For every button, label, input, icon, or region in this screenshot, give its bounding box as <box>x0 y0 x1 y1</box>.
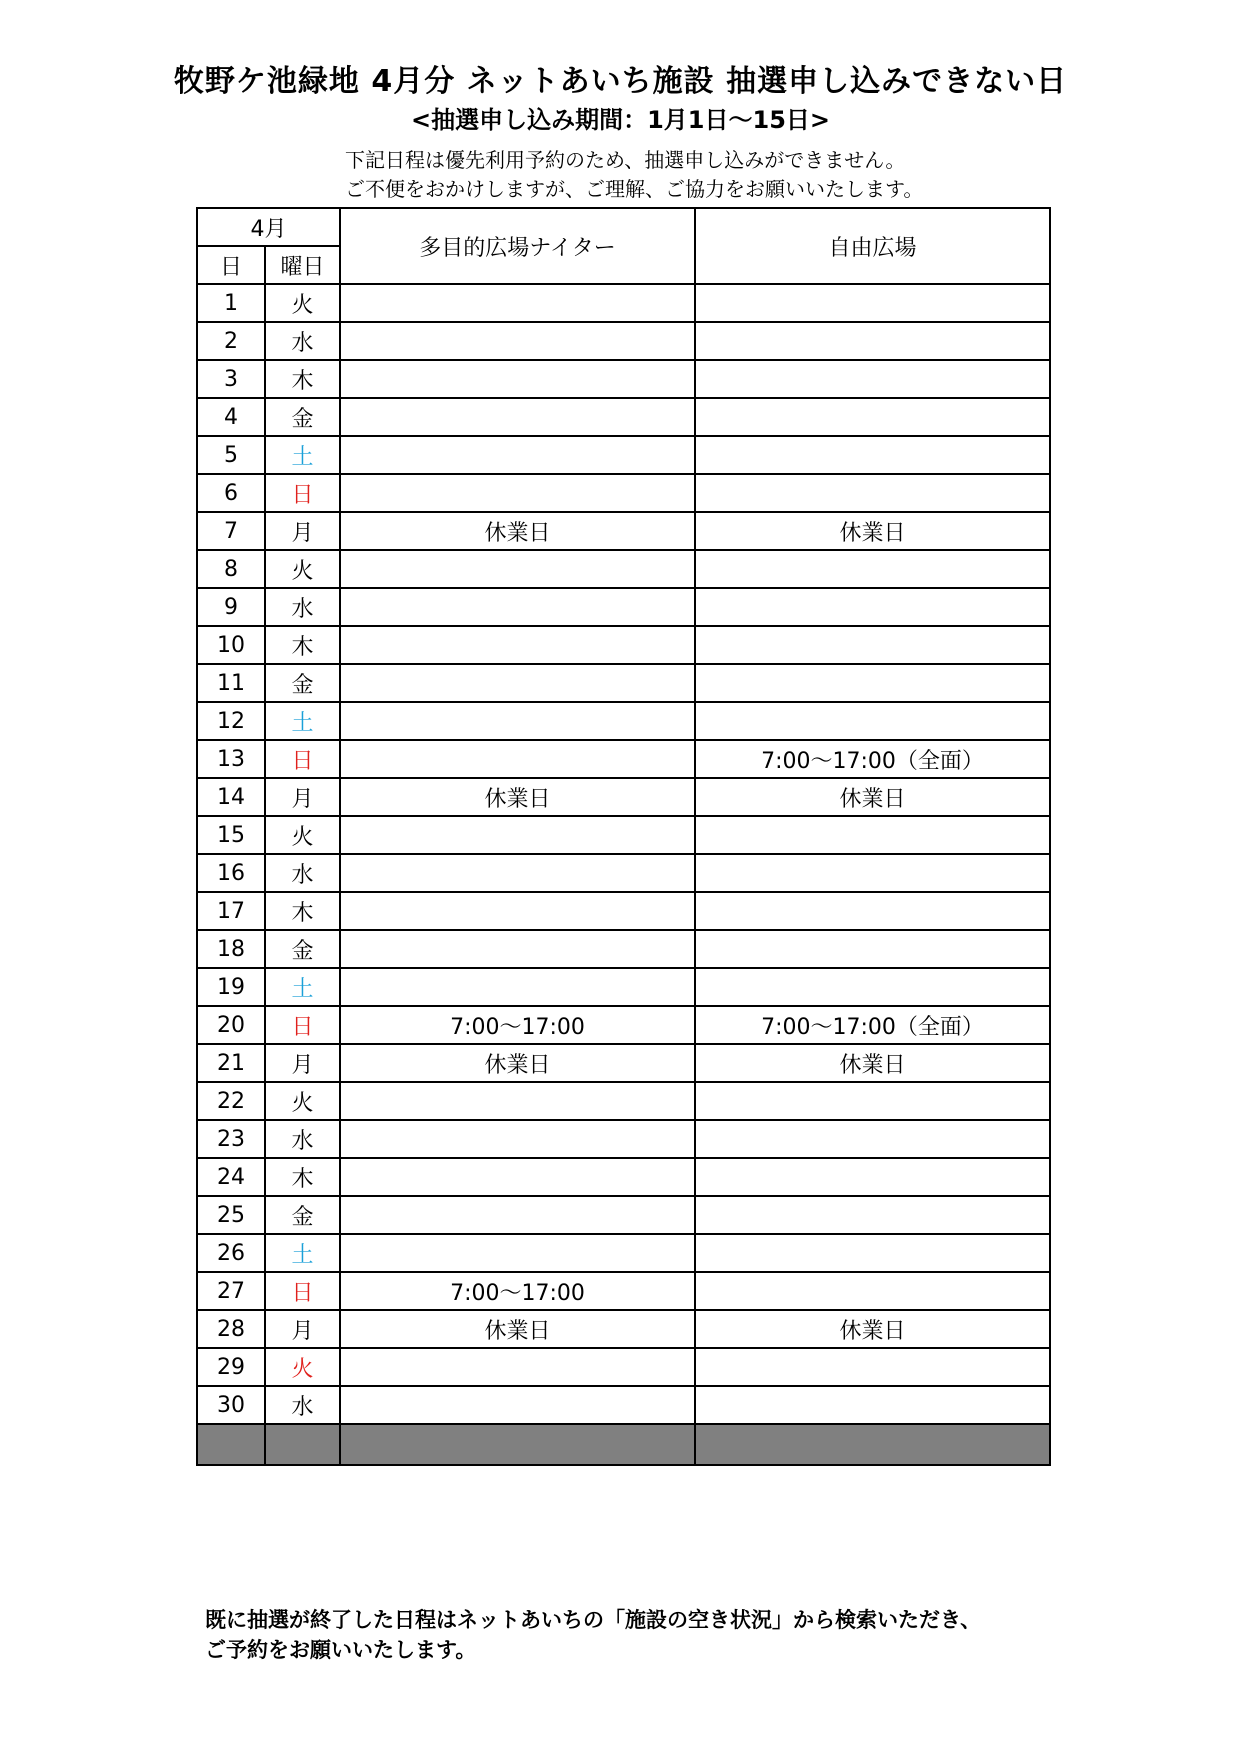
weekday-cell: 水 <box>265 588 340 626</box>
weekday-cell: 日 <box>265 1006 340 1044</box>
month-header: 4月 <box>197 208 340 246</box>
day-cell: 14 <box>197 778 265 816</box>
table-row <box>197 1158 1050 1196</box>
day-cell: 10 <box>197 626 265 664</box>
filler-cell <box>197 1424 265 1465</box>
weekday-cell: 水 <box>265 322 340 360</box>
multipurpose-cell <box>340 968 695 1006</box>
free-plaza-cell <box>695 626 1050 664</box>
table-row <box>197 322 1050 360</box>
table-row <box>197 1348 1050 1386</box>
multipurpose-cell: 7:00～17:00 <box>340 1006 695 1044</box>
free-plaza-cell: 休業日 <box>695 778 1050 816</box>
day-cell: 29 <box>197 1348 265 1386</box>
footer-line: ご予約をお願いいたします。 <box>205 1638 477 1662</box>
day-cell: 19 <box>197 968 265 1006</box>
table-row <box>197 854 1050 892</box>
facility-header-multipurpose: 多目的広場ナイター <box>340 208 695 284</box>
free-plaza-cell <box>695 588 1050 626</box>
day-cell: 25 <box>197 1196 265 1234</box>
weekday-cell: 火 <box>265 1082 340 1120</box>
free-plaza-cell: 休業日 <box>695 1044 1050 1082</box>
weekday-cell: 水 <box>265 1386 340 1424</box>
day-cell: 8 <box>197 550 265 588</box>
free-plaza-cell <box>695 854 1050 892</box>
multipurpose-cell <box>340 702 695 740</box>
weekday-cell: 土 <box>265 968 340 1006</box>
free-plaza-cell <box>695 474 1050 512</box>
weekday-cell: 木 <box>265 360 340 398</box>
free-plaza-cell <box>695 322 1050 360</box>
table-row <box>197 512 1050 550</box>
free-plaza-cell <box>695 816 1050 854</box>
free-plaza-cell: 休業日 <box>695 1310 1050 1348</box>
free-plaza-cell <box>695 930 1050 968</box>
day-cell: 6 <box>197 474 265 512</box>
table-row <box>197 664 1050 702</box>
weekday-cell: 土 <box>265 1234 340 1272</box>
weekday-cell: 水 <box>265 854 340 892</box>
footer-line: 既に抽選が終了した日程はネットあいちの「施設の空き状況」から検索いただき、 <box>205 1608 982 1632</box>
free-plaza-cell <box>695 1386 1050 1424</box>
weekday-cell: 金 <box>265 930 340 968</box>
free-plaza-cell <box>695 550 1050 588</box>
multipurpose-cell: 休業日 <box>340 1310 695 1348</box>
weekday-cell: 木 <box>265 626 340 664</box>
weekday-cell: 土 <box>265 436 340 474</box>
table-row <box>197 1310 1050 1348</box>
day-cell: 28 <box>197 1310 265 1348</box>
table-row <box>197 930 1050 968</box>
schedule-table <box>196 207 1051 1466</box>
weekday-cell: 月 <box>265 1044 340 1082</box>
multipurpose-cell <box>340 1196 695 1234</box>
filler-cell <box>340 1424 695 1465</box>
multipurpose-cell <box>340 816 695 854</box>
weekday-cell: 火 <box>265 550 340 588</box>
multipurpose-cell <box>340 360 695 398</box>
free-plaza-cell: 7:00～17:00（全面） <box>695 1006 1050 1044</box>
day-cell: 7 <box>197 512 265 550</box>
table-row <box>197 626 1050 664</box>
weekday-cell: 金 <box>265 1196 340 1234</box>
multipurpose-cell <box>340 930 695 968</box>
day-cell: 4 <box>197 398 265 436</box>
free-plaza-cell: 休業日 <box>695 512 1050 550</box>
table-row <box>197 968 1050 1006</box>
weekday-cell: 月 <box>265 512 340 550</box>
table-row <box>197 1386 1050 1424</box>
day-cell: 2 <box>197 322 265 360</box>
weekday-cell: 金 <box>265 398 340 436</box>
weekday-cell: 日 <box>265 1272 340 1310</box>
day-cell: 12 <box>197 702 265 740</box>
day-cell: 13 <box>197 740 265 778</box>
day-cell: 18 <box>197 930 265 968</box>
multipurpose-cell <box>340 1082 695 1120</box>
weekday-cell: 火 <box>265 284 340 322</box>
table-row <box>197 1196 1050 1234</box>
free-plaza-cell: 7:00～17:00（全面） <box>695 740 1050 778</box>
free-plaza-cell <box>695 1234 1050 1272</box>
table-row <box>197 1272 1050 1310</box>
day-cell: 26 <box>197 1234 265 1272</box>
table-row <box>197 1234 1050 1272</box>
multipurpose-cell <box>340 626 695 664</box>
free-plaza-cell <box>695 1158 1050 1196</box>
table-row <box>197 702 1050 740</box>
day-cell: 3 <box>197 360 265 398</box>
day-cell: 17 <box>197 892 265 930</box>
free-plaza-cell <box>695 1120 1050 1158</box>
weekday-cell: 火 <box>265 816 340 854</box>
free-plaza-cell <box>695 284 1050 322</box>
day-cell: 27 <box>197 1272 265 1310</box>
day-cell: 15 <box>197 816 265 854</box>
facility-header-free-plaza: 自由広場 <box>695 208 1050 284</box>
notice-text <box>345 146 923 204</box>
notice-line: 下記日程は優先利用予約のため、抽選申し込みができません。 <box>345 148 906 172</box>
weekday-cell: 火 <box>265 1348 340 1386</box>
footer-note <box>205 1605 981 1665</box>
table-row <box>197 816 1050 854</box>
free-plaza-cell <box>695 664 1050 702</box>
multipurpose-cell: 休業日 <box>340 512 695 550</box>
table-row <box>197 588 1050 626</box>
day-cell: 24 <box>197 1158 265 1196</box>
table-row <box>197 436 1050 474</box>
free-plaza-cell <box>695 398 1050 436</box>
multipurpose-cell <box>340 1158 695 1196</box>
weekday-cell: 月 <box>265 1310 340 1348</box>
multipurpose-cell <box>340 1120 695 1158</box>
day-cell: 20 <box>197 1006 265 1044</box>
multipurpose-cell: 7:00～17:00 <box>340 1272 695 1310</box>
multipurpose-cell <box>340 1386 695 1424</box>
multipurpose-cell <box>340 740 695 778</box>
free-plaza-cell <box>695 1272 1050 1310</box>
filler-cell <box>265 1424 340 1465</box>
table-row <box>197 1044 1050 1082</box>
weekday-cell: 水 <box>265 1120 340 1158</box>
weekday-cell: 金 <box>265 664 340 702</box>
weekday-header: 曜日 <box>265 246 340 284</box>
filler-row <box>197 1424 1050 1465</box>
page-title: 牧野ケ池緑地 4月分 ネットあいち施設 抽選申し込みできない日 <box>173 64 1068 99</box>
application-period: <抽選申し込み期間：1月1日～15日> <box>410 106 830 134</box>
table-row <box>197 550 1050 588</box>
free-plaza-cell <box>695 892 1050 930</box>
day-cell: 9 <box>197 588 265 626</box>
multipurpose-cell <box>340 436 695 474</box>
table-row <box>197 778 1050 816</box>
table-row <box>197 1006 1050 1044</box>
table-row <box>197 360 1050 398</box>
multipurpose-cell <box>340 550 695 588</box>
day-cell: 5 <box>197 436 265 474</box>
multipurpose-cell <box>340 664 695 702</box>
free-plaza-cell <box>695 1348 1050 1386</box>
multipurpose-cell: 休業日 <box>340 1044 695 1082</box>
day-cell: 23 <box>197 1120 265 1158</box>
free-plaza-cell <box>695 1196 1050 1234</box>
table-row <box>197 474 1050 512</box>
free-plaza-cell <box>695 360 1050 398</box>
multipurpose-cell <box>340 398 695 436</box>
weekday-cell: 月 <box>265 778 340 816</box>
multipurpose-cell <box>340 892 695 930</box>
weekday-cell: 木 <box>265 892 340 930</box>
table-row <box>197 1120 1050 1158</box>
table-row <box>197 740 1050 778</box>
multipurpose-cell <box>340 1348 695 1386</box>
multipurpose-cell <box>340 474 695 512</box>
day-cell: 1 <box>197 284 265 322</box>
free-plaza-cell <box>695 702 1050 740</box>
day-cell: 30 <box>197 1386 265 1424</box>
day-header: 日 <box>197 246 265 284</box>
table-row <box>197 398 1050 436</box>
multipurpose-cell <box>340 854 695 892</box>
free-plaza-cell <box>695 968 1050 1006</box>
free-plaza-cell <box>695 1082 1050 1120</box>
multipurpose-cell <box>340 1234 695 1272</box>
free-plaza-cell <box>695 436 1050 474</box>
day-cell: 16 <box>197 854 265 892</box>
table-row <box>197 1082 1050 1120</box>
day-cell: 21 <box>197 1044 265 1082</box>
multipurpose-cell <box>340 322 695 360</box>
table-row <box>197 892 1050 930</box>
weekday-cell: 土 <box>265 702 340 740</box>
day-cell: 11 <box>197 664 265 702</box>
filler-cell <box>695 1424 1050 1465</box>
schedule-rows <box>197 284 1050 1465</box>
notice-line: ご不便をおかけしますが、ご理解、ご協力をお願いいたします。 <box>345 177 924 201</box>
weekday-cell: 日 <box>265 740 340 778</box>
multipurpose-cell <box>340 284 695 322</box>
multipurpose-cell <box>340 588 695 626</box>
weekday-cell: 木 <box>265 1158 340 1196</box>
multipurpose-cell: 休業日 <box>340 778 695 816</box>
day-cell: 22 <box>197 1082 265 1120</box>
weekday-cell: 日 <box>265 474 340 512</box>
table-row <box>197 284 1050 322</box>
